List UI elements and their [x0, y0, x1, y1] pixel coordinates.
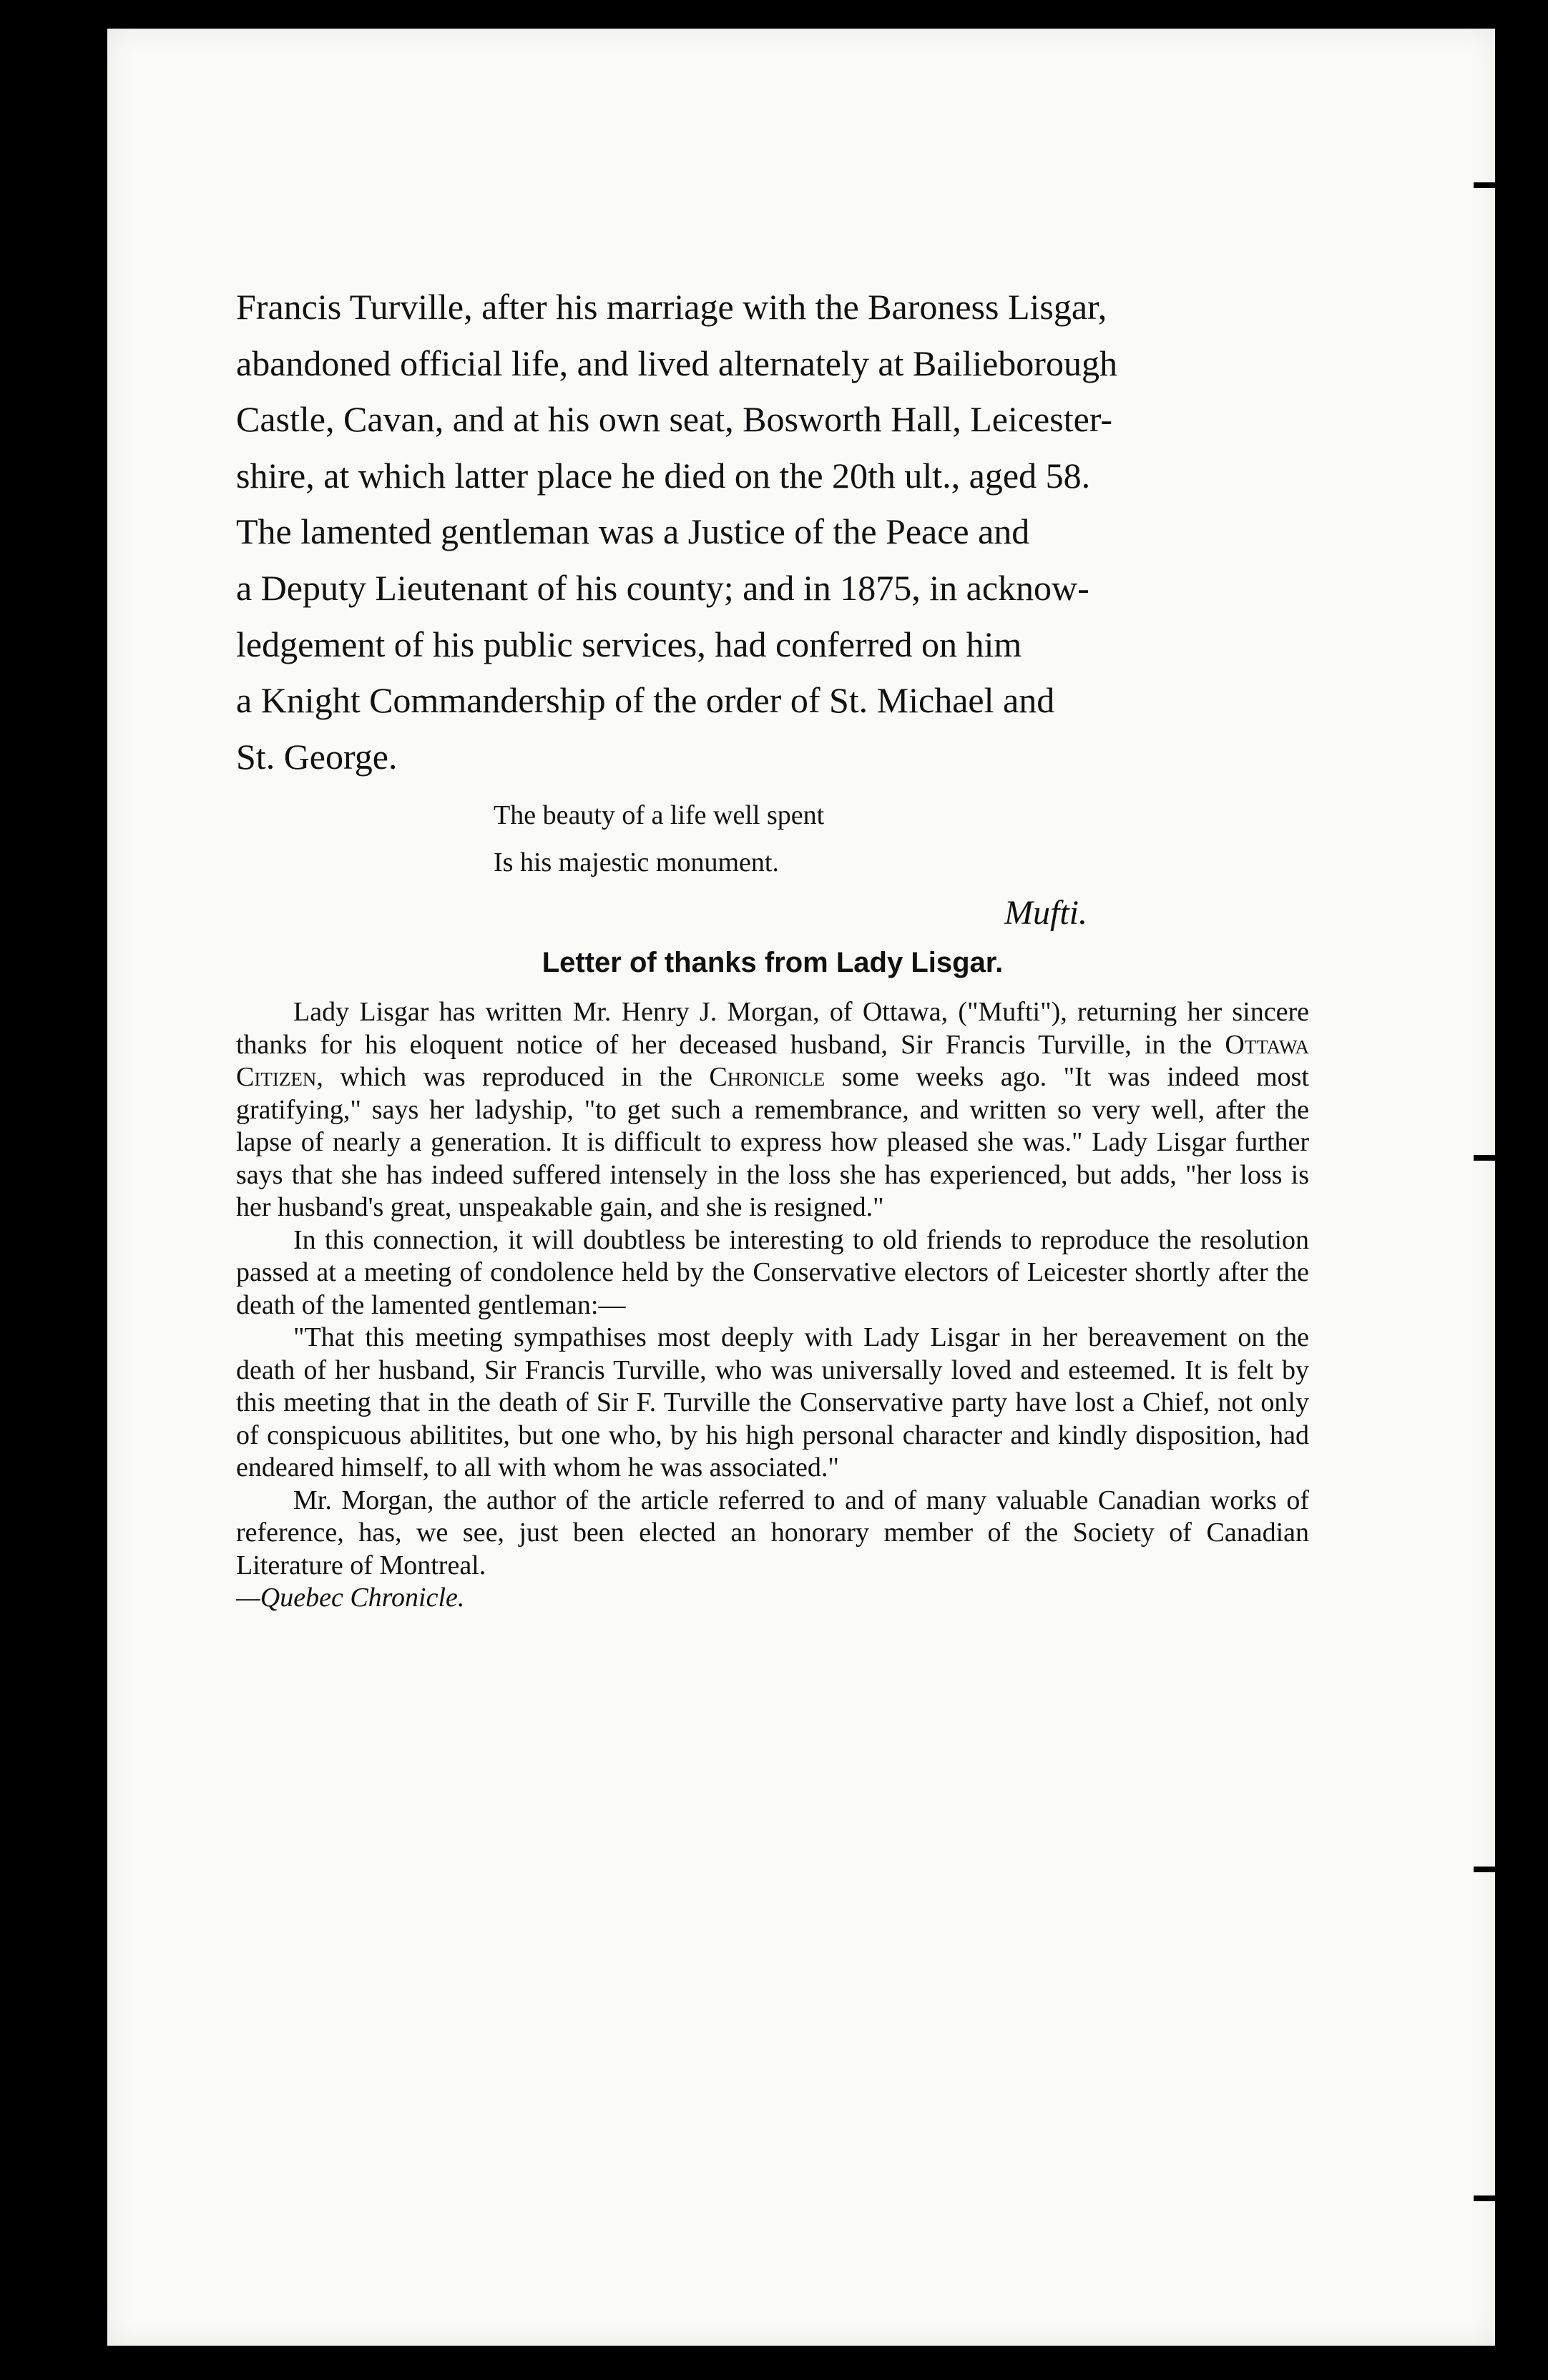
headline: Letter of thanks from Lady Lisgar.: [542, 947, 1004, 979]
edge-mark: [1474, 1867, 1495, 1872]
edge-mark: [1474, 2195, 1495, 2201]
verse-line-2: Is his majestic monument.: [494, 847, 779, 878]
paragraph-letter: [236, 996, 1309, 1224]
edge-mark: [1474, 1155, 1495, 1161]
para1-part1: Lady Lisgar has written Mr. Henry J. Morgan, of Ottawa, ("Mufti"), returning her sincere thanks for his eloquent notice of her deceased husband, Sir Francis Turville, in the: [236, 997, 1309, 1060]
epitaph-verse: [236, 792, 1309, 886]
edge-mark: [1474, 182, 1495, 188]
article: [236, 279, 1309, 1615]
verse-line-1: The beauty of a life well spent: [494, 800, 825, 831]
para1-part3: some weeks ago. "It was indeed most gratifying," says her ladyship, "to get such a remembrance, and written so very well, after the lapse of nearly a generation. It is difficult to express how pleased she was." Lady Lisgar further says that she has indeed suffered intensely in the loss she has experienced, but adds, "her loss is her husband's great, unspeakable gain, and she is resigned.": [236, 1062, 1309, 1223]
newspaper-name: Ottawa Citizen: [236, 1029, 1309, 1093]
signature: Mufti.: [1004, 894, 1087, 933]
paragraph-resolution: "That this meeting sympathises most deeply with Lady Lisgar in her bereavement on the death of her husband, Sir Francis Turville, who was universally loved and esteemed. It is felt by this meeting that in the death of Sir F. Turville the Conservative party have lost a Chief, not only of conspicuous abilitites, but one who, by his high personal character and kindly disposition, had endeared himself, to all with whom he was associated.": [236, 1322, 1309, 1483]
paragraph-morgan: Mr. Morgan, the author of the article referred to and of many valuable Canadian works of reference, has, we see, just been elected an honorary member of the Society of Canadian Literature of Montreal.: [236, 1485, 1309, 1580]
source-attribution: —Quebec Chronicle.: [236, 1583, 465, 1613]
lead-paragraph: Francis Turville, after his marriage with the Baroness Lisgar, abandoned official life, and lived alternately at Bailieborough Castle, Cavan, and at his own seat, Bosworth Hall, Leicester- shire, at which latter place he died on the 20th ult., aged 58. The lamented gentleman was a Justice of the Peace and a Deputy Lieutenant of his county; and in 1875, in acknow- ledgement of his public services, had conferred on him a Knight Commandership of the order of St. Michael and St. George.: [236, 287, 1117, 777]
paragraph-connection: In this connection, it will doubtless be interesting to old friends to reproduce the resolution passed at a meeting of condolence held by the Conservative electors of Leicester shortly after the death of the lamented gentleman:—: [236, 1224, 1309, 1320]
newspaper-name: Chronicle: [709, 1062, 826, 1093]
para1-part2: , which was reproduced in the: [316, 1062, 710, 1093]
